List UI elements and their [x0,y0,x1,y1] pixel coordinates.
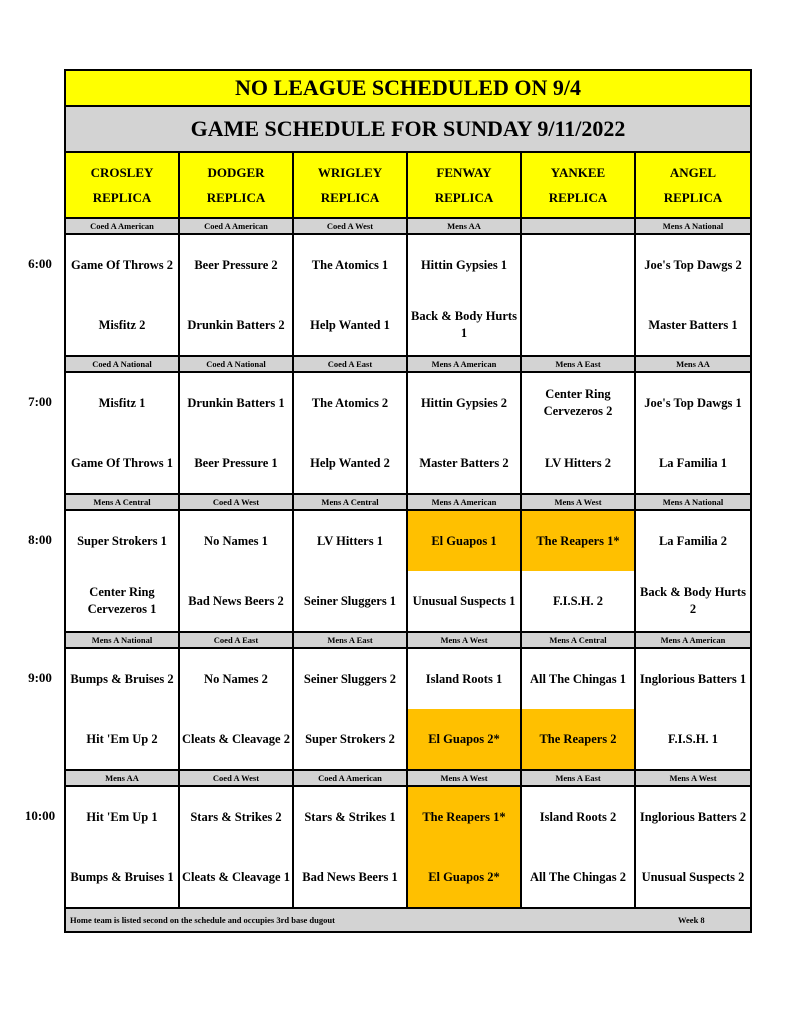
schedule-table [64,69,752,933]
game-entry-top: La Familia 2 [658,533,728,548]
game-entry-bottom: Master Batters 1 [648,317,738,332]
division-label: Mens A West [408,633,522,647]
game-entry-top: Joe's Top Dawgs 2 [644,257,742,272]
game-entry-top: Stars & Strikes 2 [190,809,282,824]
game-entry-top: No Names 2 [204,671,268,686]
field-cell [636,649,750,769]
game-entry-bottom: LV Hitters 2 [545,455,611,470]
field-name: FENWAY [436,165,492,180]
game-entry-bottom: Hit 'Em Up 2 [86,731,158,746]
field-cell [180,511,294,631]
game-entry-top: Island Roots 2 [539,809,617,824]
time-label: 8:00 [28,532,52,547]
game-entry-bottom: Game Of Throws 1 [71,455,173,470]
division-row [66,357,750,373]
division-label: Mens A Central [522,633,636,647]
field-cell [522,649,636,769]
game-entry-top: Misfitz 1 [98,395,146,410]
field-header-wrigley [294,153,408,217]
field-cell [636,787,750,907]
field-cell [180,235,294,355]
time-slot-row [66,511,750,633]
field-cell [522,373,636,493]
division-label: Mens A East [294,633,408,647]
game-entry-bottom: Drunkin Batters 2 [187,317,285,332]
game-entry-top: The Reapers 1* [522,511,634,571]
field-header-yankee [522,153,636,217]
game-entry-top: Drunkin Batters 1 [187,395,285,410]
division-label: Mens AA [408,219,522,233]
game-entry-top: Island Roots 1 [425,671,503,686]
division-label: Coed A West [180,495,294,509]
field-name: DODGER [207,165,265,180]
schedule-title: GAME SCHEDULE FOR SUNDAY 9/11/2022 [66,107,750,153]
field-subtitle: REPLICA [548,190,608,205]
time-slots [66,219,750,909]
game-entry-top: Bumps & Bruises 2 [70,671,174,686]
field-cell [180,373,294,493]
division-label: Mens AA [676,359,710,369]
time-slot-row [66,649,750,771]
division-label: Mens A West [669,773,717,783]
game-entry-top: Hittin Gypsies 2 [420,395,508,410]
time-label: 10:00 [24,808,56,823]
division-label: Mens A West [522,495,636,509]
field-cell [408,511,522,631]
division-label: Coed A National [66,357,180,371]
division-label: Coed A National [180,357,294,371]
field-cell [636,235,750,355]
game-entry-bottom: Cleats & Cleavage 2 [182,731,290,746]
game-entry-top: Hit 'Em Up 1 [86,809,158,824]
game-entry-top: Game Of Throws 2 [71,257,173,272]
field-cell [408,649,522,769]
game-entry-top: The Atomics 1 [311,257,389,272]
game-entry-bottom: Back & Body Hurts 2 [640,585,746,616]
game-entry-bottom: Misfitz 2 [98,317,146,332]
field-cell [66,235,180,355]
division-label: Mens A Central [66,495,180,509]
time-label: 6:00 [28,256,52,271]
game-entry-bottom: Bumps & Bruises 1 [70,869,174,884]
division-label: Coed A East [294,357,408,371]
field-subtitle: REPLICA [320,190,380,205]
division-row [66,219,750,235]
division-label: Mens A East [522,771,636,785]
game-entry-bottom: El Guapos 2* [408,709,520,769]
division-row [66,633,750,649]
division-label: Mens A West [408,771,522,785]
field-name: YANKEE [550,165,606,180]
game-entry-top: The Reapers 1* [408,787,520,847]
game-entry-bottom: Help Wanted 2 [310,455,390,470]
field-header-fenway [408,153,522,217]
field-name: ANGEL [669,165,717,180]
division-label: Mens A National [662,221,724,231]
time-label: 9:00 [28,670,52,685]
field-header-dodger [180,153,294,217]
division-label: Coed A American [66,219,180,233]
division-label: Mens A Central [294,495,408,509]
field-cell [180,649,294,769]
game-entry-top: Joe's Top Dawgs 1 [644,395,742,410]
division-label: Coed A West [180,771,294,785]
field-cell [636,373,750,493]
game-entry-bottom: Help Wanted 1 [310,317,390,332]
field-name: CROSLEY [90,165,154,180]
time-label: 7:00 [28,394,52,409]
game-entry-bottom: Bad News Beers 1 [302,869,398,884]
game-entry-top: El Guapos 1 [408,511,520,571]
game-entry-bottom: Cleats & Cleavage 1 [182,869,290,884]
week-label: Week 8 [678,915,705,925]
field-cell [408,373,522,493]
division-row [66,495,750,511]
game-entry-top: Inglorious Batters 2 [639,809,747,824]
division-label: Coed A American [180,219,294,233]
field-header-angel [636,153,750,217]
game-entry-top: Stars & Strikes 1 [304,809,396,824]
time-slot-row [66,373,750,495]
field-cell [522,787,636,907]
division-label: Mens A National [662,497,724,507]
field-header-crosley [66,153,180,217]
game-entry-top: The Atomics 2 [311,395,389,410]
field-cell [636,511,750,631]
field-cell [294,235,408,355]
game-entry-bottom: Seiner Sluggers 1 [303,593,397,608]
field-subtitle: REPLICA [92,190,152,205]
division-label: Mens A East [522,357,636,371]
game-entry-bottom [522,295,634,355]
field-cell [66,373,180,493]
field-cell [522,511,636,631]
division-label: Mens A American [408,357,522,371]
game-entry-bottom: Beer Pressure 1 [194,455,278,470]
field-name: WRIGLEY [317,165,383,180]
footer [66,909,750,931]
game-entry-top: Beer Pressure 2 [194,257,278,272]
division-label: Coed A West [294,219,408,233]
footer-note: Home team is listed second on the schedule and occupies 3rd base dugout [70,915,335,925]
no-league-banner: NO LEAGUE SCHEDULED ON 9/4 [66,71,750,107]
division-label: Mens A American [660,635,726,645]
game-entry-bottom: F.I.S.H. 2 [553,593,603,608]
game-entry-bottom: The Reapers 2 [522,709,634,769]
game-entry-top: All The Chingas 1 [530,671,626,686]
field-cell [180,787,294,907]
division-label: Coed A American [294,771,408,785]
game-entry-top: Hittin Gypsies 1 [420,257,508,272]
game-entry-top: Inglorious Batters 1 [639,671,747,686]
field-cell [294,373,408,493]
field-cell [66,787,180,907]
division-label: Mens A American [408,495,522,509]
game-entry-top [522,235,634,295]
game-entry-bottom: Center Ring Cervezeros 1 [87,585,157,616]
field-cell [294,649,408,769]
game-entry-top: Center Ring Cervezeros 2 [543,387,613,418]
game-entry-top: Super Strokers 1 [77,533,167,548]
game-entry-top: No Names 1 [204,533,268,548]
field-cell [66,511,180,631]
time-slot-row [66,235,750,357]
game-entry-bottom: Master Batters 2 [419,455,509,470]
game-entry-bottom: Back & Body Hurts 1 [411,309,517,340]
field-cell [408,787,522,907]
division-label: Mens A National [66,633,180,647]
game-entry-bottom: Unusual Suspects 1 [412,593,516,608]
field-subtitle: REPLICA [206,190,266,205]
game-entry-bottom: F.I.S.H. 1 [668,731,718,746]
field-subtitle: REPLICA [434,190,494,205]
field-cell [66,649,180,769]
game-entry-bottom: Unusual Suspects 2 [641,869,745,884]
division-row [66,771,750,787]
game-entry-bottom: El Guapos 2* [408,847,520,907]
game-entry-bottom: All The Chingas 2 [530,869,626,884]
field-cell [522,235,636,355]
game-entry-bottom: La Familia 1 [658,455,728,470]
game-entry-bottom: Super Strokers 2 [305,731,395,746]
field-cell [408,235,522,355]
division-label: Mens AA [66,771,180,785]
field-header-row [66,153,750,219]
game-entry-top: LV Hitters 1 [317,533,383,548]
field-subtitle: REPLICA [663,190,723,205]
division-label [522,219,636,233]
game-entry-bottom: Bad News Beers 2 [188,593,284,608]
field-cell [294,787,408,907]
time-slot-row [66,787,750,909]
game-entry-top: Seiner Sluggers 2 [303,671,397,686]
division-label: Coed A East [180,633,294,647]
field-cell [294,511,408,631]
